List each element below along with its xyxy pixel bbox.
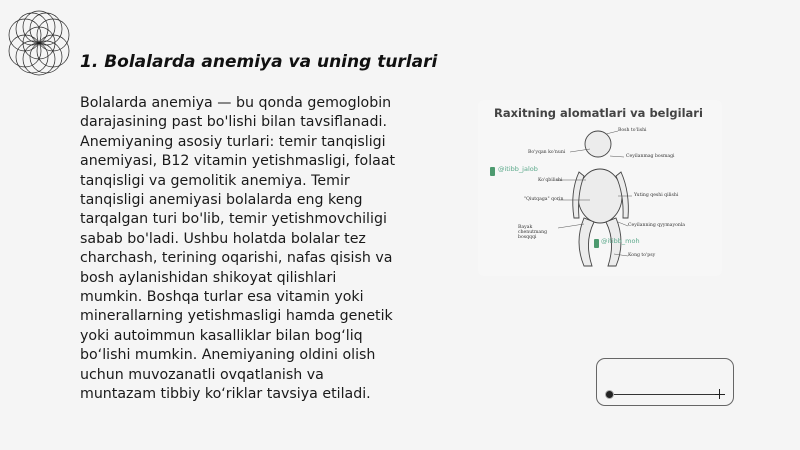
- label-right-4: Kong to'psy: [628, 253, 656, 258]
- media-player[interactable]: [596, 358, 734, 406]
- rickets-illustration: [478, 100, 722, 276]
- crosshair-end-icon: [715, 389, 725, 399]
- watermark-1: @itibb_jalob: [498, 165, 538, 173]
- label-right-1: Ceyilanmag bosmagi: [626, 154, 675, 159]
- slide-title: 1. Bolalarda anemiya va uning turlari: [80, 52, 438, 72]
- progress-track[interactable]: [609, 394, 721, 395]
- watermark-icon: [490, 167, 495, 176]
- body-paragraph: Bolalarda anemiya — bu qonda gemoglobin darajasining past bo'lishi bilan tavsiflanadi. Anemiyaning asosiy turlari: temir tanqisligi anemiyasi, B12 vitamin yetishmasligi, folaat tanqisligi va gemolitik anemiya. Temir tanqisligi anemiyasi bolalarda eng keng tarqalgan turi bo'lib, temir yetishmovchiligi sabab bo'ladi. Ushbu holatda bolalar tez charchash, terining oqarishi, nafas qisish va bosh aylanishidan shikoyat qilishlari mumkin. Boshqa turlar esa vitamin yoki minerallarning yetishmasligi hamda genetik yoki autoimmun kasalliklar bilan bog‘liq bo‘lishi mumkin. Anemiyaning oldini olish uchun muvozanatli ovqatlanish va muntazam tibbiy ko‘riklar tavsiya etiladi.: [80, 95, 396, 403]
- play-dot-icon[interactable]: [605, 390, 614, 399]
- label-right-2: Yuting qeshi qilishi: [634, 193, 679, 198]
- label-left-2: Ko'qbilishi: [538, 178, 563, 183]
- illustration-title: Raxitning alomatlari va belgilari: [494, 106, 703, 120]
- label-left-4: Bayak chenutmang bosqqqi: [518, 225, 548, 240]
- watermark-2: @itibb_moh: [601, 237, 640, 245]
- label-left-3: "Qiutqaga" qorin: [524, 197, 564, 202]
- label-left-1: Bo'yqan ko'nuni: [528, 150, 566, 155]
- label-top-right: Bosh to'lishi: [618, 128, 647, 133]
- label-right-3: Ceyilanning qyymayonla: [628, 223, 686, 228]
- child-body-illustration: [478, 100, 722, 276]
- watermark-icon: [594, 239, 599, 248]
- geometric-circle-logo-icon: [4, 4, 74, 82]
